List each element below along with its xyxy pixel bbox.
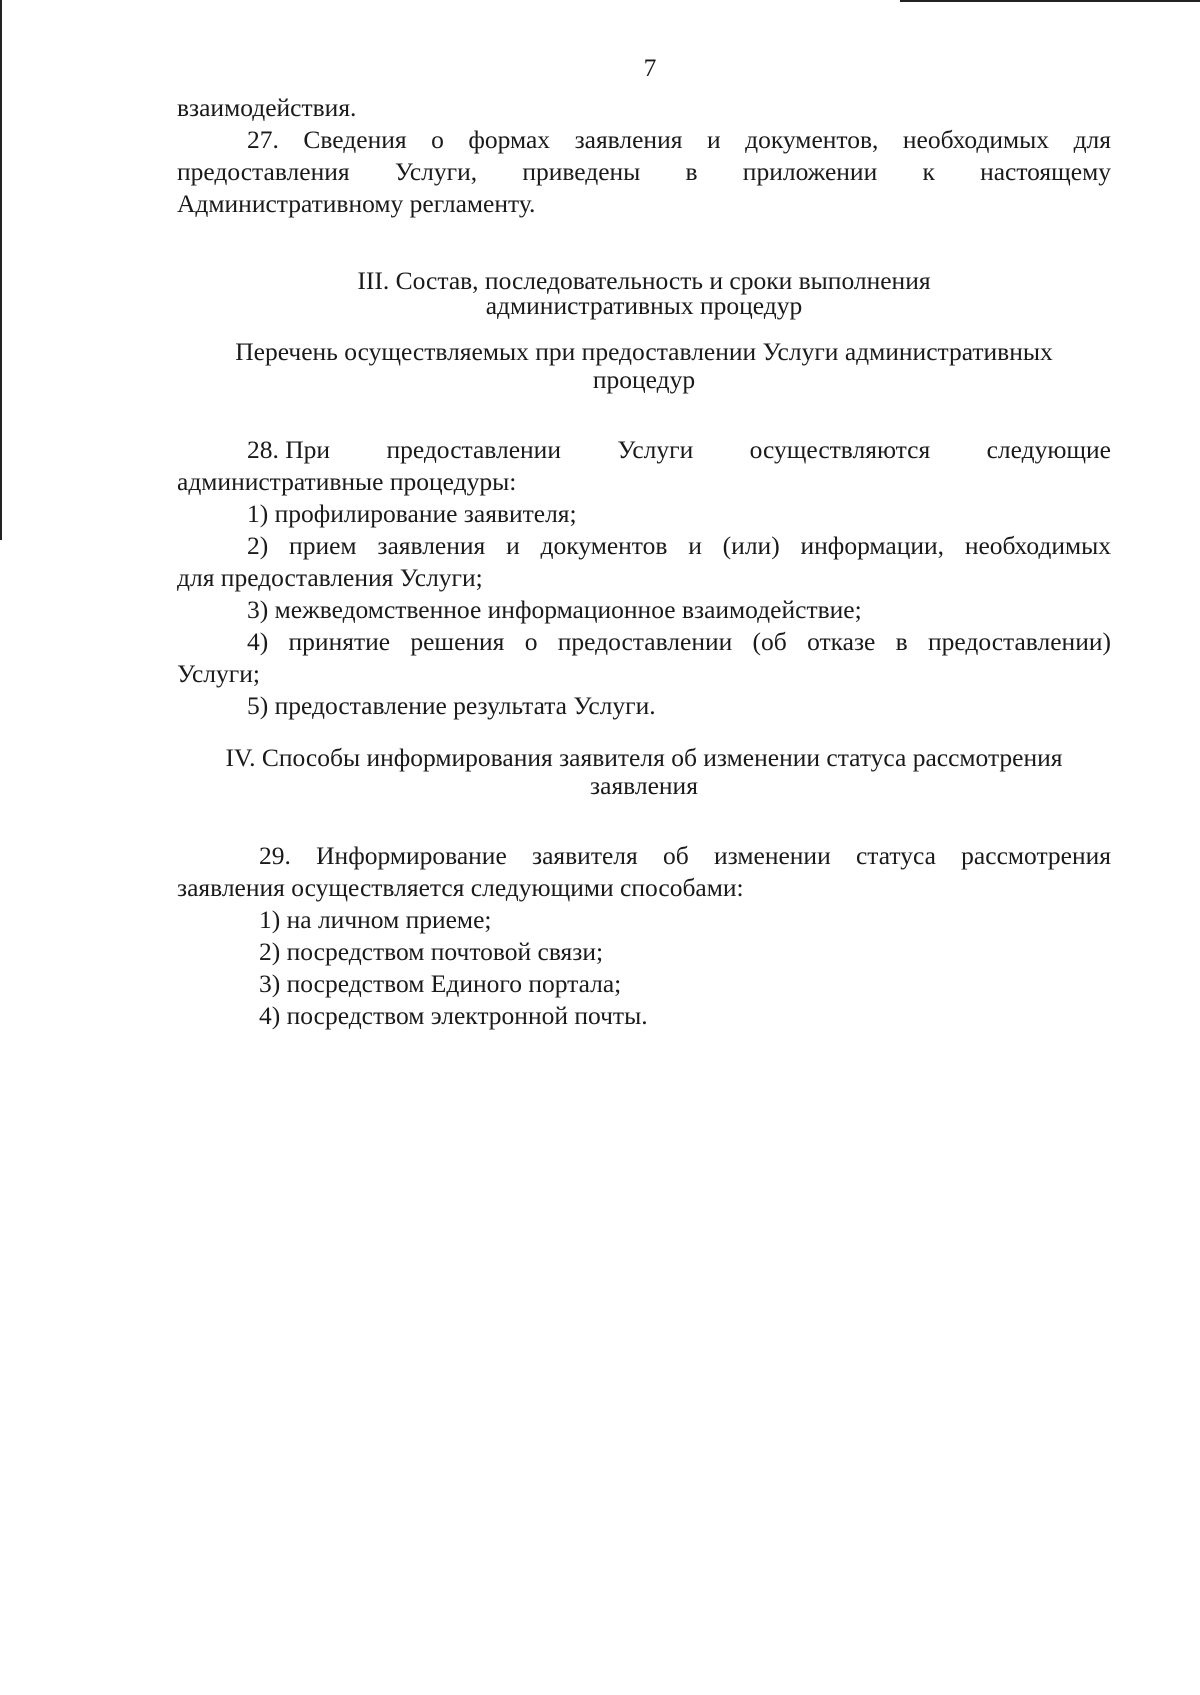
p28-word: следующие (986, 435, 1111, 464)
section-3-subheading (177, 338, 1111, 394)
section-3-subtitle-line1: Перечень осуществляемых при предоставлении Услуги административных (235, 337, 1053, 366)
intro-fragment: взаимодействия. (177, 93, 357, 122)
p27-word: Услуги, (394, 157, 478, 186)
section-4-heading (177, 744, 1111, 800)
document-page (177, 52, 1111, 1032)
p28-word: Услуги (617, 435, 694, 464)
page-number: 7 (643, 53, 657, 82)
p28-word: 28. При (247, 435, 331, 464)
list-item: 5) предоставление результата Услуги. (247, 691, 656, 720)
p27-word: приведены (522, 157, 641, 186)
p28-line1 (177, 434, 1111, 466)
list-item-continuation: для предоставления Услуги; (177, 563, 483, 592)
list-item: 4) посредством электронной почты. (259, 1001, 648, 1030)
section-3-title-line2: административных процедур (485, 291, 803, 320)
p27-line1: 27. Сведения о формах заявления и документов, необходимых для (247, 125, 1111, 154)
list-item: 4) принятие решения о предоставлении (об отказе в предоставлении) (247, 627, 1111, 656)
p27-word: в (685, 157, 698, 186)
section-4-title-line2: заявления (590, 771, 698, 800)
p28-word: осуществляются (749, 435, 931, 464)
list-item: 1) на личном приеме; (259, 905, 492, 934)
section-3-title-line1: III. Состав, последовательность и сроки выполнения (357, 266, 931, 295)
p27-word: настоящему (980, 157, 1111, 186)
section-3-heading (177, 268, 1111, 318)
list-item: 2) посредством почтовой связи; (259, 937, 604, 966)
p27-line3: Административному регламенту. (177, 189, 536, 218)
scan-edge-top (900, 0, 1200, 2)
p29-line2: заявления осуществляется следующими способами: (177, 873, 744, 902)
scan-edge-left (0, 0, 2, 540)
section-3-subtitle-line2: процедур (592, 365, 696, 394)
p29-line1: 29. Информирование заявителя об изменении статуса рассмотрения (259, 841, 1111, 870)
list-item-continuation: Услуги; (177, 659, 260, 688)
list-item: 2) прием заявления и документов и (или) информации, необходимых (247, 531, 1111, 560)
section-4-title-line1: IV. Способы информирования заявителя об изменении статуса рассмотрения (225, 743, 1063, 772)
p27-word: к (922, 157, 935, 186)
list-item: 3) межведомственное информационное взаимодействие; (247, 595, 862, 624)
list-item: 1) профилирование заявителя; (247, 499, 577, 528)
p27-line2 (177, 156, 1111, 188)
p27-word: предоставления (177, 157, 350, 186)
p27-word: приложении (742, 157, 878, 186)
p28-line2: административные процедуры: (177, 467, 517, 496)
p28-word: предоставлении (386, 435, 561, 464)
list-item: 3) посредством Единого портала; (259, 969, 622, 998)
